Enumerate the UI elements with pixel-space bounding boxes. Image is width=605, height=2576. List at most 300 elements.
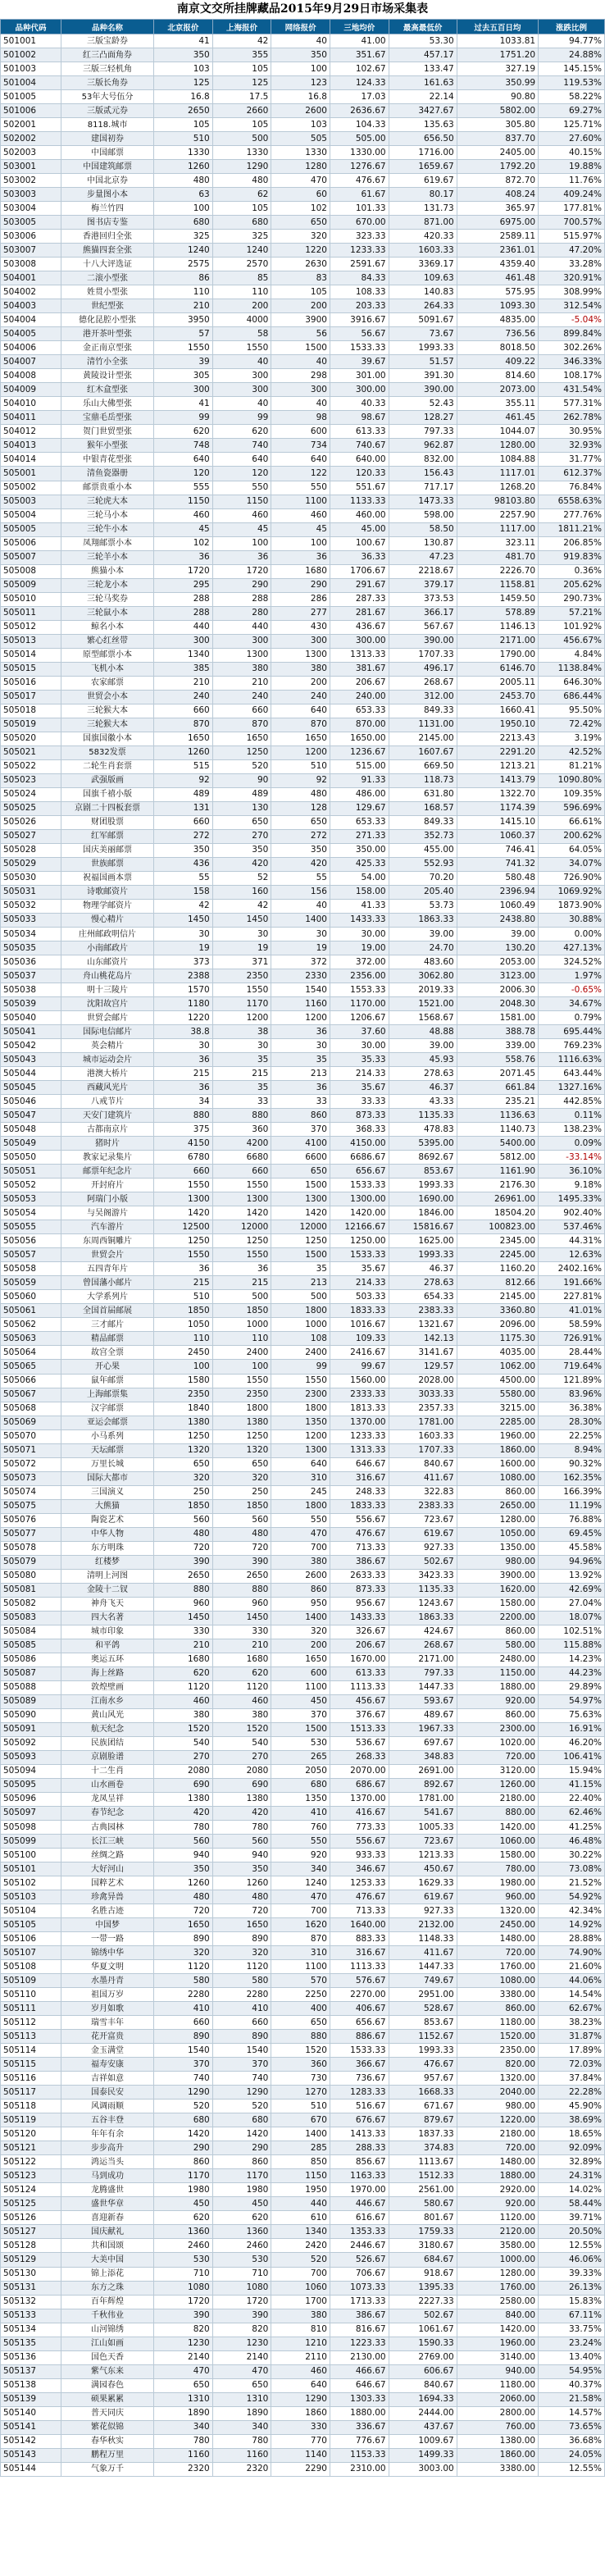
cell-shanghai: 660 [212,1165,271,1179]
cell-500day: 6146.70 [457,662,538,676]
cell-500day: 39.00 [457,928,538,941]
cell-change: 83.96% [539,1388,605,1402]
cell-change: 205.62% [539,578,605,592]
cell-avg: 556.67 [330,1513,389,1527]
cell-avg: 1640.00 [330,1918,389,1932]
table-row [1,1471,605,1485]
cell-name: 城市运动会片 [61,1053,153,1067]
cell-change: 66.61% [539,815,605,829]
table-row [1,1597,605,1611]
table-row [1,2462,605,2476]
cell-online: 3900 [271,313,330,327]
cell-code: 504004 [1,313,61,327]
cell-shanghai: 1550 [212,1248,271,1262]
cell-beijing: 350 [154,1862,213,1876]
cell-name: 与吴阁游片 [61,1206,153,1220]
cell-avg: 386.67 [330,1555,389,1569]
table-row [1,1332,605,1346]
cell-beijing: 420 [154,1806,213,1820]
cell-online: 870 [271,1932,330,1946]
cell-name: 敦煌壁画 [61,1680,153,1694]
cell-name: 满园春色 [61,2378,153,2392]
cell-500day: 1580.00 [457,1597,538,1611]
table-row [1,676,605,690]
cell-change: 8.94% [539,1443,605,1457]
table-row [1,1918,605,1932]
cell-change: 94.77% [539,34,605,48]
cell-online: 36 [271,1025,330,1039]
cell-500day: 1280.00 [457,1513,538,1527]
cell-high: 1152.67 [389,2030,457,2044]
cell-500day: 1213.21 [457,759,538,773]
col-header-beijing: 北京报价 [154,20,213,34]
cell-500day: 4359.40 [457,258,538,271]
cell-change: 686.44% [539,690,605,704]
cell-avg: 416.67 [330,1806,389,1820]
cell-change: 302.26% [539,341,605,355]
cell-name: 物理学邮资片 [61,899,153,913]
cell-online: 290 [271,578,330,592]
cell-beijing: 1150 [154,495,213,508]
cell-beijing: 510 [154,1290,213,1304]
cell-avg: 2416.67 [330,1346,389,1360]
cell-high: 1759.33 [389,2225,457,2239]
cell-code: 505091 [1,1722,61,1736]
table-row [1,2364,605,2378]
cell-code: 505129 [1,2253,61,2267]
cell-high: 22.14 [389,90,457,104]
cell-beijing: 2080 [154,1764,213,1778]
cell-avg: 104.33 [330,118,389,132]
table-row [1,843,605,857]
cell-code: 505121 [1,2141,61,2155]
cell-name: 国庆美丽邮票 [61,843,153,857]
cell-shanghai: 120 [212,467,271,481]
cell-500day: 2257.90 [457,508,538,522]
cell-online: 272 [271,829,330,843]
cell-avg: 17.03 [330,90,389,104]
cell-500day: 18504.20 [457,1206,538,1220]
cell-change: 262.78% [539,411,605,425]
cell-name: 瑞雪丰年 [61,2016,153,2030]
cell-name: 清明上河图 [61,1569,153,1583]
table-row [1,745,605,759]
cell-shanghai: 380 [212,662,271,676]
cell-name: 紫气东来 [61,2364,153,2378]
col-header-name: 品种名称 [61,20,153,34]
table-row [1,773,605,787]
table-row [1,425,605,439]
cell-online: 310 [271,1471,330,1485]
cell-beijing: 1120 [154,1960,213,1974]
cell-code: 502002 [1,132,61,146]
cell-code: 503007 [1,244,61,258]
cell-500day: 837.70 [457,132,538,146]
cell-change: 12.55% [539,2462,605,2476]
cell-change: 13.92% [539,1569,605,1583]
cell-shanghai: 1550 [212,1374,271,1388]
table-row [1,285,605,299]
cell-avg: 206.67 [330,1639,389,1653]
cell-name: 国泰民安 [61,2086,153,2100]
cell-avg: 2446.67 [330,2239,389,2253]
cell-code: 505127 [1,2225,61,2239]
cell-code: 505060 [1,1290,61,1304]
cell-code: 505124 [1,2183,61,2197]
cell-code: 505112 [1,2016,61,2030]
cell-shanghai: 99 [212,411,271,425]
cell-name: 大美中国 [61,2253,153,2267]
cell-avg: 1253.33 [330,1876,389,1890]
cell-high: 1135.33 [389,1109,457,1123]
cell-avg: 1670.00 [330,1653,389,1666]
cell-high: 205.40 [389,885,457,899]
cell-online: 1200 [271,745,330,759]
table-row [1,2295,605,2309]
cell-shanghai: 35 [212,1053,271,1067]
table-row [1,620,605,634]
table-row [1,1946,605,1960]
table-row [1,1611,605,1625]
cell-code: 505020 [1,732,61,745]
cell-code: 505086 [1,1653,61,1666]
table-row [1,759,605,773]
cell-change: 72.03% [539,2058,605,2072]
cell-name: 开心果 [61,1360,153,1374]
cell-name: 共和国颂 [61,2239,153,2253]
table-row [1,1290,605,1304]
cell-online: 370 [271,1708,330,1722]
table-row [1,1960,605,1974]
cell-beijing: 620 [154,425,213,439]
table-row [1,564,605,578]
cell-avg: 1233.33 [330,1429,389,1443]
cell-avg: 323.33 [330,230,389,244]
cell-500day: 940.00 [457,2364,538,2378]
cell-shanghai: 320 [212,1471,271,1485]
cell-beijing: 660 [154,2016,213,2030]
cell-shanghai: 860 [212,2155,271,2169]
cell-name: 红三凸面角券 [61,48,153,62]
cell-name: 金正南京型张 [61,341,153,355]
cell-high: 133.47 [389,62,457,76]
cell-500day: 2180.00 [457,2127,538,2141]
cell-beijing: 710 [154,2267,213,2281]
cell-500day: 1581.00 [457,1011,538,1025]
cell-code: 505070 [1,1429,61,1443]
cell-shanghai: 30 [212,928,271,941]
cell-avg: 873.33 [330,1109,389,1123]
cell-online: 1250 [271,1234,330,1248]
cell-500day: 1268.20 [457,481,538,495]
cell-shanghai: 480 [212,174,271,188]
cell-shanghai: 390 [212,2309,271,2323]
table-row [1,787,605,801]
cell-shanghai: 270 [212,829,271,843]
cell-change: 308.99% [539,285,605,299]
cell-beijing: 460 [154,508,213,522]
cell-change: 81.21% [539,759,605,773]
cell-avg: 33.33 [330,1095,389,1109]
cell-500day: 920.00 [457,1694,538,1708]
cell-high: 168.57 [389,801,457,815]
cell-code: 505141 [1,2420,61,2434]
cell-online: 103 [271,118,330,132]
cell-shanghai: 489 [212,787,271,801]
cell-high: 871.00 [389,216,457,230]
cell-online: 1350 [271,1416,330,1429]
cell-change: 22.25% [539,1429,605,1443]
col-header-high: 最高最低价 [389,20,457,34]
cell-online: 530 [271,1736,330,1750]
cell-online: 285 [271,2141,330,2155]
cell-beijing: 1260 [154,160,213,174]
cell-500day: 130.20 [457,941,538,955]
cell-high: 1629.33 [389,1876,457,1890]
cell-shanghai: 1120 [212,1680,271,1694]
cell-beijing: 300 [154,383,213,397]
cell-500day: 3580.00 [457,2239,538,2253]
cell-name: 中国邮票 [61,146,153,160]
cell-code: 505116 [1,2072,61,2086]
cell-beijing: 120 [154,467,213,481]
cell-online: 380 [271,2309,330,2323]
cell-code: 505040 [1,1011,61,1025]
cell-code: 505073 [1,1471,61,1485]
cell-beijing: 1240 [154,244,213,258]
cell-high: 1603.33 [389,1429,457,1443]
cell-name: 鼠年邮票 [61,1374,153,1388]
cell-beijing: 36 [154,1081,213,1095]
table-row [1,48,605,62]
cell-online: 500 [271,1290,330,1304]
cell-beijing: 720 [154,1904,213,1918]
cell-code: 505029 [1,857,61,871]
cell-change: 646.30% [539,676,605,690]
cell-code: 505064 [1,1346,61,1360]
cell-code: 505010 [1,592,61,606]
cell-beijing: 270 [154,1750,213,1764]
cell-change: 54.92% [539,1890,605,1904]
cell-shanghai: 500 [212,1290,271,1304]
table-row [1,1248,605,1262]
cell-beijing: 1550 [154,1248,213,1262]
cell-beijing: 100 [154,1360,213,1374]
cell-change: 62.67% [539,2002,605,2016]
cell-high: 1659.67 [389,160,457,174]
table-row [1,467,605,481]
cell-beijing: 36 [154,1262,213,1276]
cell-high: 3427.67 [389,104,457,118]
cell-code: 505090 [1,1708,61,1722]
cell-code: 505008 [1,564,61,578]
cell-code: 505066 [1,1374,61,1388]
cell-high: 1321.67 [389,1318,457,1332]
cell-500day: 2345.00 [457,1234,538,1248]
cell-shanghai: 85 [212,271,271,285]
cell-high: 457.17 [389,48,457,62]
cell-online: 2050 [271,1764,330,1778]
cell-online: 40 [271,899,330,913]
cell-code: 505034 [1,928,61,941]
cell-avg: 100.67 [330,536,389,550]
cell-online: 770 [271,2434,330,2448]
cell-avg: 368.33 [330,1123,389,1137]
cell-code: 505037 [1,969,61,983]
table-row [1,1625,605,1639]
cell-500day: 2226.70 [457,564,538,578]
table-row [1,913,605,927]
cell-code: 505056 [1,1234,61,1248]
cell-name: 大熊猫 [61,1499,153,1513]
cell-beijing: 16.8 [154,90,213,104]
cell-avg: 366.67 [330,2058,389,2072]
cell-avg: 35.67 [330,1262,389,1276]
cell-name: 世纪型张 [61,299,153,313]
cell-code: 505052 [1,1179,61,1192]
cell-online: 850 [271,2155,330,2169]
cell-change: 290.73% [539,592,605,606]
cell-500day: 355.11 [457,397,538,411]
cell-500day: 920.00 [457,2197,538,2211]
cell-shanghai: 820 [212,2323,271,2337]
cell-beijing: 436 [154,857,213,871]
cell-online: 550 [271,481,330,495]
cell-code: 503001 [1,160,61,174]
cell-shanghai: 640 [212,453,271,467]
cell-beijing: 2450 [154,1346,213,1360]
cell-beijing: 1160 [154,2448,213,2462]
table-row [1,2281,605,2295]
cell-code: 504013 [1,439,61,453]
cell-online: 470 [271,1890,330,1904]
cell-name: 三轮马奖券 [61,592,153,606]
cell-500day: 1060.49 [457,899,538,913]
table-row [1,495,605,508]
cell-high: 1603.33 [389,244,457,258]
cell-high: 918.67 [389,2267,457,2281]
cell-shanghai: 370 [212,2058,271,2072]
cell-500day: 2361.01 [457,244,538,258]
cell-500day: 305.80 [457,118,538,132]
cell-500day: 1380.00 [457,2434,538,2448]
cell-high: 390.00 [389,634,457,648]
cell-code: 505123 [1,2169,61,2183]
cell-beijing: 1540 [154,2044,213,2058]
cell-500day: 2048.30 [457,997,538,1011]
cell-avg: 1016.67 [330,1318,389,1332]
cell-high: 1590.33 [389,2337,457,2350]
cell-name: 二轮生肖套票 [61,759,153,773]
cell-name: 邮票贵重小本 [61,481,153,495]
cell-500day: 578.89 [457,606,538,620]
cell-change: 27.60% [539,132,605,146]
cell-change: 46.48% [539,1835,605,1849]
cell-name: 福寿安康 [61,2058,153,2072]
table-row [1,857,605,871]
cell-beijing: 660 [154,1165,213,1179]
cell-change: 577.31% [539,397,605,411]
cell-change: 38.69% [539,2113,605,2127]
cell-name: 长江三峡 [61,1835,153,1849]
cell-avg: 2356.00 [330,969,389,983]
cell-online: 1200 [271,1429,330,1443]
cell-name: 京剧二十四板套票 [61,801,153,815]
cell-code: 505049 [1,1137,61,1151]
cell-code: 505027 [1,829,61,843]
cell-change: 899.84% [539,327,605,341]
cell-500day: 1600.00 [457,1457,538,1471]
cell-high: 684.67 [389,2253,457,2267]
cell-online: 640 [271,2378,330,2392]
cell-change: 54.97% [539,1694,605,1708]
cell-high: 2951.00 [389,1988,457,2002]
cell-online: 700 [271,1904,330,1918]
cell-name: 红木盒型张 [61,383,153,397]
cell-name: 大学系列片 [61,1290,153,1304]
cell-avg: 656.67 [330,1165,389,1179]
cell-code: 505062 [1,1318,61,1332]
cell-change: 34.07% [539,857,605,871]
cell-500day: 1480.00 [457,1932,538,1946]
cell-beijing: 440 [154,620,213,634]
cell-online: 510 [271,759,330,773]
cell-500day: 2396.94 [457,885,538,899]
cell-beijing: 110 [154,285,213,299]
cell-shanghai: 650 [212,1457,271,1471]
cell-online: 200 [271,676,330,690]
cell-change: 177.81% [539,202,605,216]
table-row [1,871,605,885]
cell-500day: 1980.00 [457,1876,538,1890]
table-row [1,1862,605,1876]
cell-name: 开封府片 [61,1179,153,1192]
table-row [1,174,605,188]
cell-500day: 1033.81 [457,34,538,48]
cell-avg: 2636.67 [330,104,389,118]
cell-name: 飞机小本 [61,662,153,676]
cell-name: 龙腾盛世 [61,2183,153,2197]
cell-change: 41.01% [539,1304,605,1318]
cell-code: 501003 [1,62,61,76]
cell-high: 853.67 [389,1165,457,1179]
cell-change: 200.62% [539,829,605,843]
cell-code: 504002 [1,285,61,299]
table-row [1,1234,605,1248]
cell-code: 505011 [1,606,61,620]
cell-code: 505075 [1,1499,61,1513]
cell-beijing: 1120 [154,1680,213,1694]
cell-online: 1240 [271,1876,330,1890]
cell-code: 504012 [1,425,61,439]
cell-500day: 3120.00 [457,1764,538,1778]
cell-shanghai: 100 [212,1360,271,1374]
table-row [1,662,605,676]
table-row [1,1123,605,1137]
table-row [1,1988,605,2002]
cell-avg: 1313.33 [330,1443,389,1457]
cell-change: 12.55% [539,2239,605,2253]
cell-name: 古典园林 [61,1821,153,1835]
table-row [1,704,605,718]
cell-beijing: 4150 [154,1137,213,1151]
cell-avg: 372.00 [330,955,389,969]
cell-beijing: 210 [154,1639,213,1653]
cell-beijing: 340 [154,2420,213,2434]
cell-shanghai: 1300 [212,1192,271,1206]
cell-beijing: 100 [154,202,213,216]
cell-name: 东方之珠 [61,2281,153,2295]
